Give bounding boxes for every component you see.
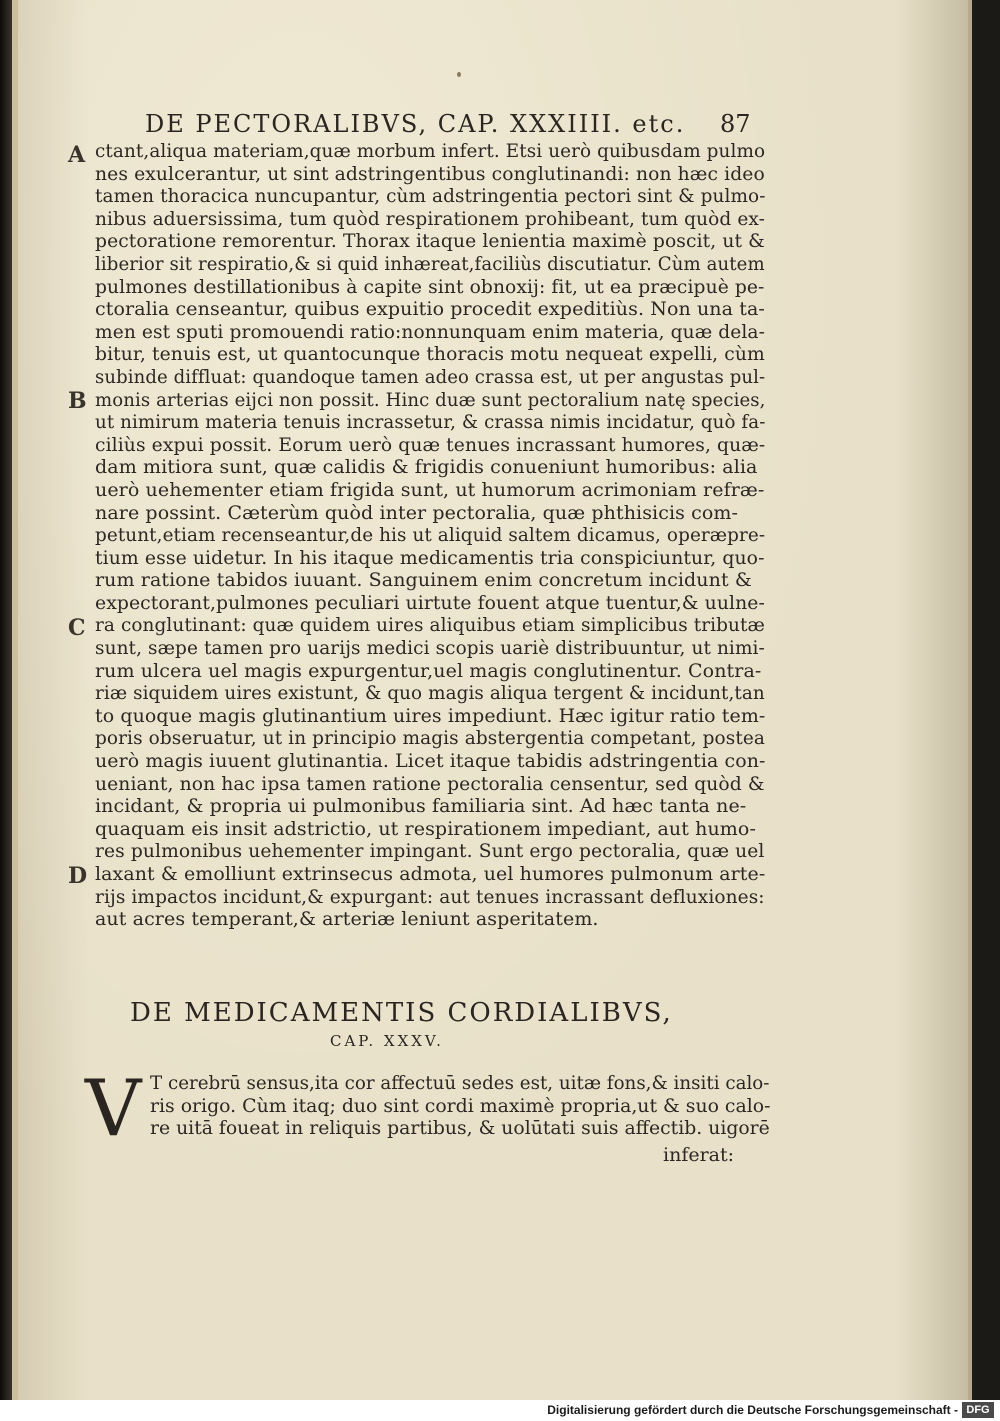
text-line: expectorant,pulmones peculiari uirtute fouent atque tuentur,& uulne-: [95, 591, 765, 614]
text-line: quaquam eis insit adstrictio, ut respirationem impediant, aut humo-: [95, 817, 756, 840]
text-line: riæ siquidem uires existunt, & quo magis aliqua tergent & incidunt,tan: [95, 682, 765, 705]
chapter-34-body: [95, 140, 765, 931]
text-line: petunt,etiam recenseantur,de his ut aliquid saltem dicamus, operæpre-: [95, 524, 766, 547]
text-line: tamen thoracica nuncupantur, cùm adstringentia pectori sint & pulmo-: [95, 185, 766, 208]
chapter-title: DE MEDICAMENTIS CORDIALIBVS,: [130, 998, 673, 1028]
running-head: DE PECTORALIBVS, CAP. XXXIIII. etc.: [145, 110, 686, 138]
text-line: ctoralia censeantur, quibus expuitio procedit expeditiùs. Non una ta-: [95, 298, 765, 321]
text-line: laxant & emolliunt extrinsecus admota, uel humores pulmonum arte-: [95, 863, 766, 885]
text-line: T cerebrū sensus,ita cor affectuū sedes est, uitæ fons,& insiti calo-: [150, 1072, 770, 1094]
text-line: liberior sit respiratio,& si quid inhæreat,faciliùs discutiatur. Cùm autem: [95, 252, 765, 275]
text-line: subinde diffluat: quandoque tamen adeo crassa est, ut per angustas pul-: [95, 365, 766, 388]
page-fore-edge: [968, 0, 972, 1400]
text-line: res pulmonibus uehementer impingant. Sunt ergo pectoralia, quæ uel: [95, 840, 765, 863]
text-line: rum ratione tabidos iuuant. Sanguinem enim concretum incidunt &: [95, 569, 752, 592]
text-line: incidant, & propria ui pulmonibus familiaria sint. Ad hæc tanta ne-: [95, 795, 747, 818]
text-line: dam mitiora sunt, quæ calidis & frigidis conueniunt humoribus: alia: [95, 456, 758, 479]
text-line: ris origo. Cùm itaq; duo sint cordi maximè propria,ut & suo calo-: [150, 1094, 771, 1117]
dfg-logo: DFG: [962, 1402, 994, 1418]
text-line: pulmones destillationibus à capite sint obnoxij: fit, ut ea præcipuè pe-: [95, 275, 765, 298]
digitization-footer: [0, 1400, 1000, 1421]
funding-notice: Digitalisierung gefördert durch die Deutsche Forschungsgemeinschaft -: [547, 1403, 958, 1417]
catchword: inferat:: [663, 1144, 735, 1166]
chapter-number: CAP. XXXV.: [330, 1032, 444, 1050]
text-line: ctant,aliqua materiam,quæ morbum infert. Etsi uerò quibusdam pulmo: [95, 140, 766, 162]
text-line: pectoratione remorentur. Thorax itaque lenientia maximè poscit, ut &: [95, 230, 765, 253]
text-line: nare possint. Cæterùm quòd inter pectoralia, quæ phthisicis com-: [95, 501, 739, 524]
text-line: poris obseruatur, ut in principio magis abstergentia competant, postea: [95, 727, 765, 750]
text-line: ra conglutinant: quæ quidem uires aliquibus etiam simplicibus tributæ: [95, 614, 765, 637]
text-line: to quoque magis glutinantium uires impediunt. Hæc igitur ratio tem-: [95, 704, 766, 727]
text-line: ueniant, non hac ipsa tamen ratione pectoralia censentur, sed quòd &: [95, 772, 765, 795]
text-line: monis arterias eijci non possit. Hinc duæ sunt pectoralium natę species,: [95, 388, 766, 411]
text-line: nes exulcerantur, ut sint adstringentibus conglutinandi: non hæc ideo: [95, 162, 765, 185]
page-gutter-edge: [12, 0, 18, 1400]
paper-speck: [457, 72, 461, 77]
book-spine: [0, 0, 12, 1400]
page-number: 87: [720, 110, 751, 138]
text-line: uerò magis iuuent glutinantia. Licet itaque tabidis adstringentia con-: [95, 750, 766, 773]
text-line: re uitā foueat in reliquis partibus, & uolūtati suis affectib. uigorē: [150, 1117, 770, 1140]
text-line: ciliùs expui possit. Eorum uerò quæ tenues incrassant humores, quæ-: [95, 433, 766, 456]
margin-letter-c: C: [68, 615, 86, 641]
margin-letter-d: D: [68, 863, 88, 889]
chapter-35-opening: [150, 1072, 770, 1140]
text-line: ut nimirum materia tenuis incrassetur, & crassa nimis incidatur, quò fa-: [95, 411, 766, 434]
margin-letter-b: B: [68, 388, 87, 414]
drop-cap: V: [85, 1064, 142, 1154]
text-line: rum ulcera uel magis expurgentur,uel magis conglutinentur. Contra-: [95, 659, 762, 682]
text-line: men est sputi promouendi ratio:nonnunquam enim materia, quæ dela-: [95, 320, 765, 343]
text-line: uerò uehementer etiam frigida sunt, ut humorum acrimoniam refræ-: [95, 478, 765, 501]
text-line: rijs impactos incidunt,& expurgant: aut tenues incrassant defluxiones:: [95, 885, 765, 908]
text-line: aut acres temperant,& arteriæ leniunt asperitatem.: [95, 908, 599, 931]
text-line: bitur, tenuis est, ut quantocunque thoracis motu nequeat expelli, cùm: [95, 343, 765, 366]
text-line: sunt, sæpe tamen pro uarijs medici scopis uariè distribuuntur, ut nimi-: [95, 637, 765, 660]
margin-letter-a: A: [68, 142, 86, 168]
text-line: nibus aduersissima, tum quòd respirationem prohibeant, tum quòd ex-: [95, 207, 765, 230]
text-line: tium esse uidetur. In his itaque medicamentis tria conspiciuntur, quo-: [95, 546, 765, 569]
